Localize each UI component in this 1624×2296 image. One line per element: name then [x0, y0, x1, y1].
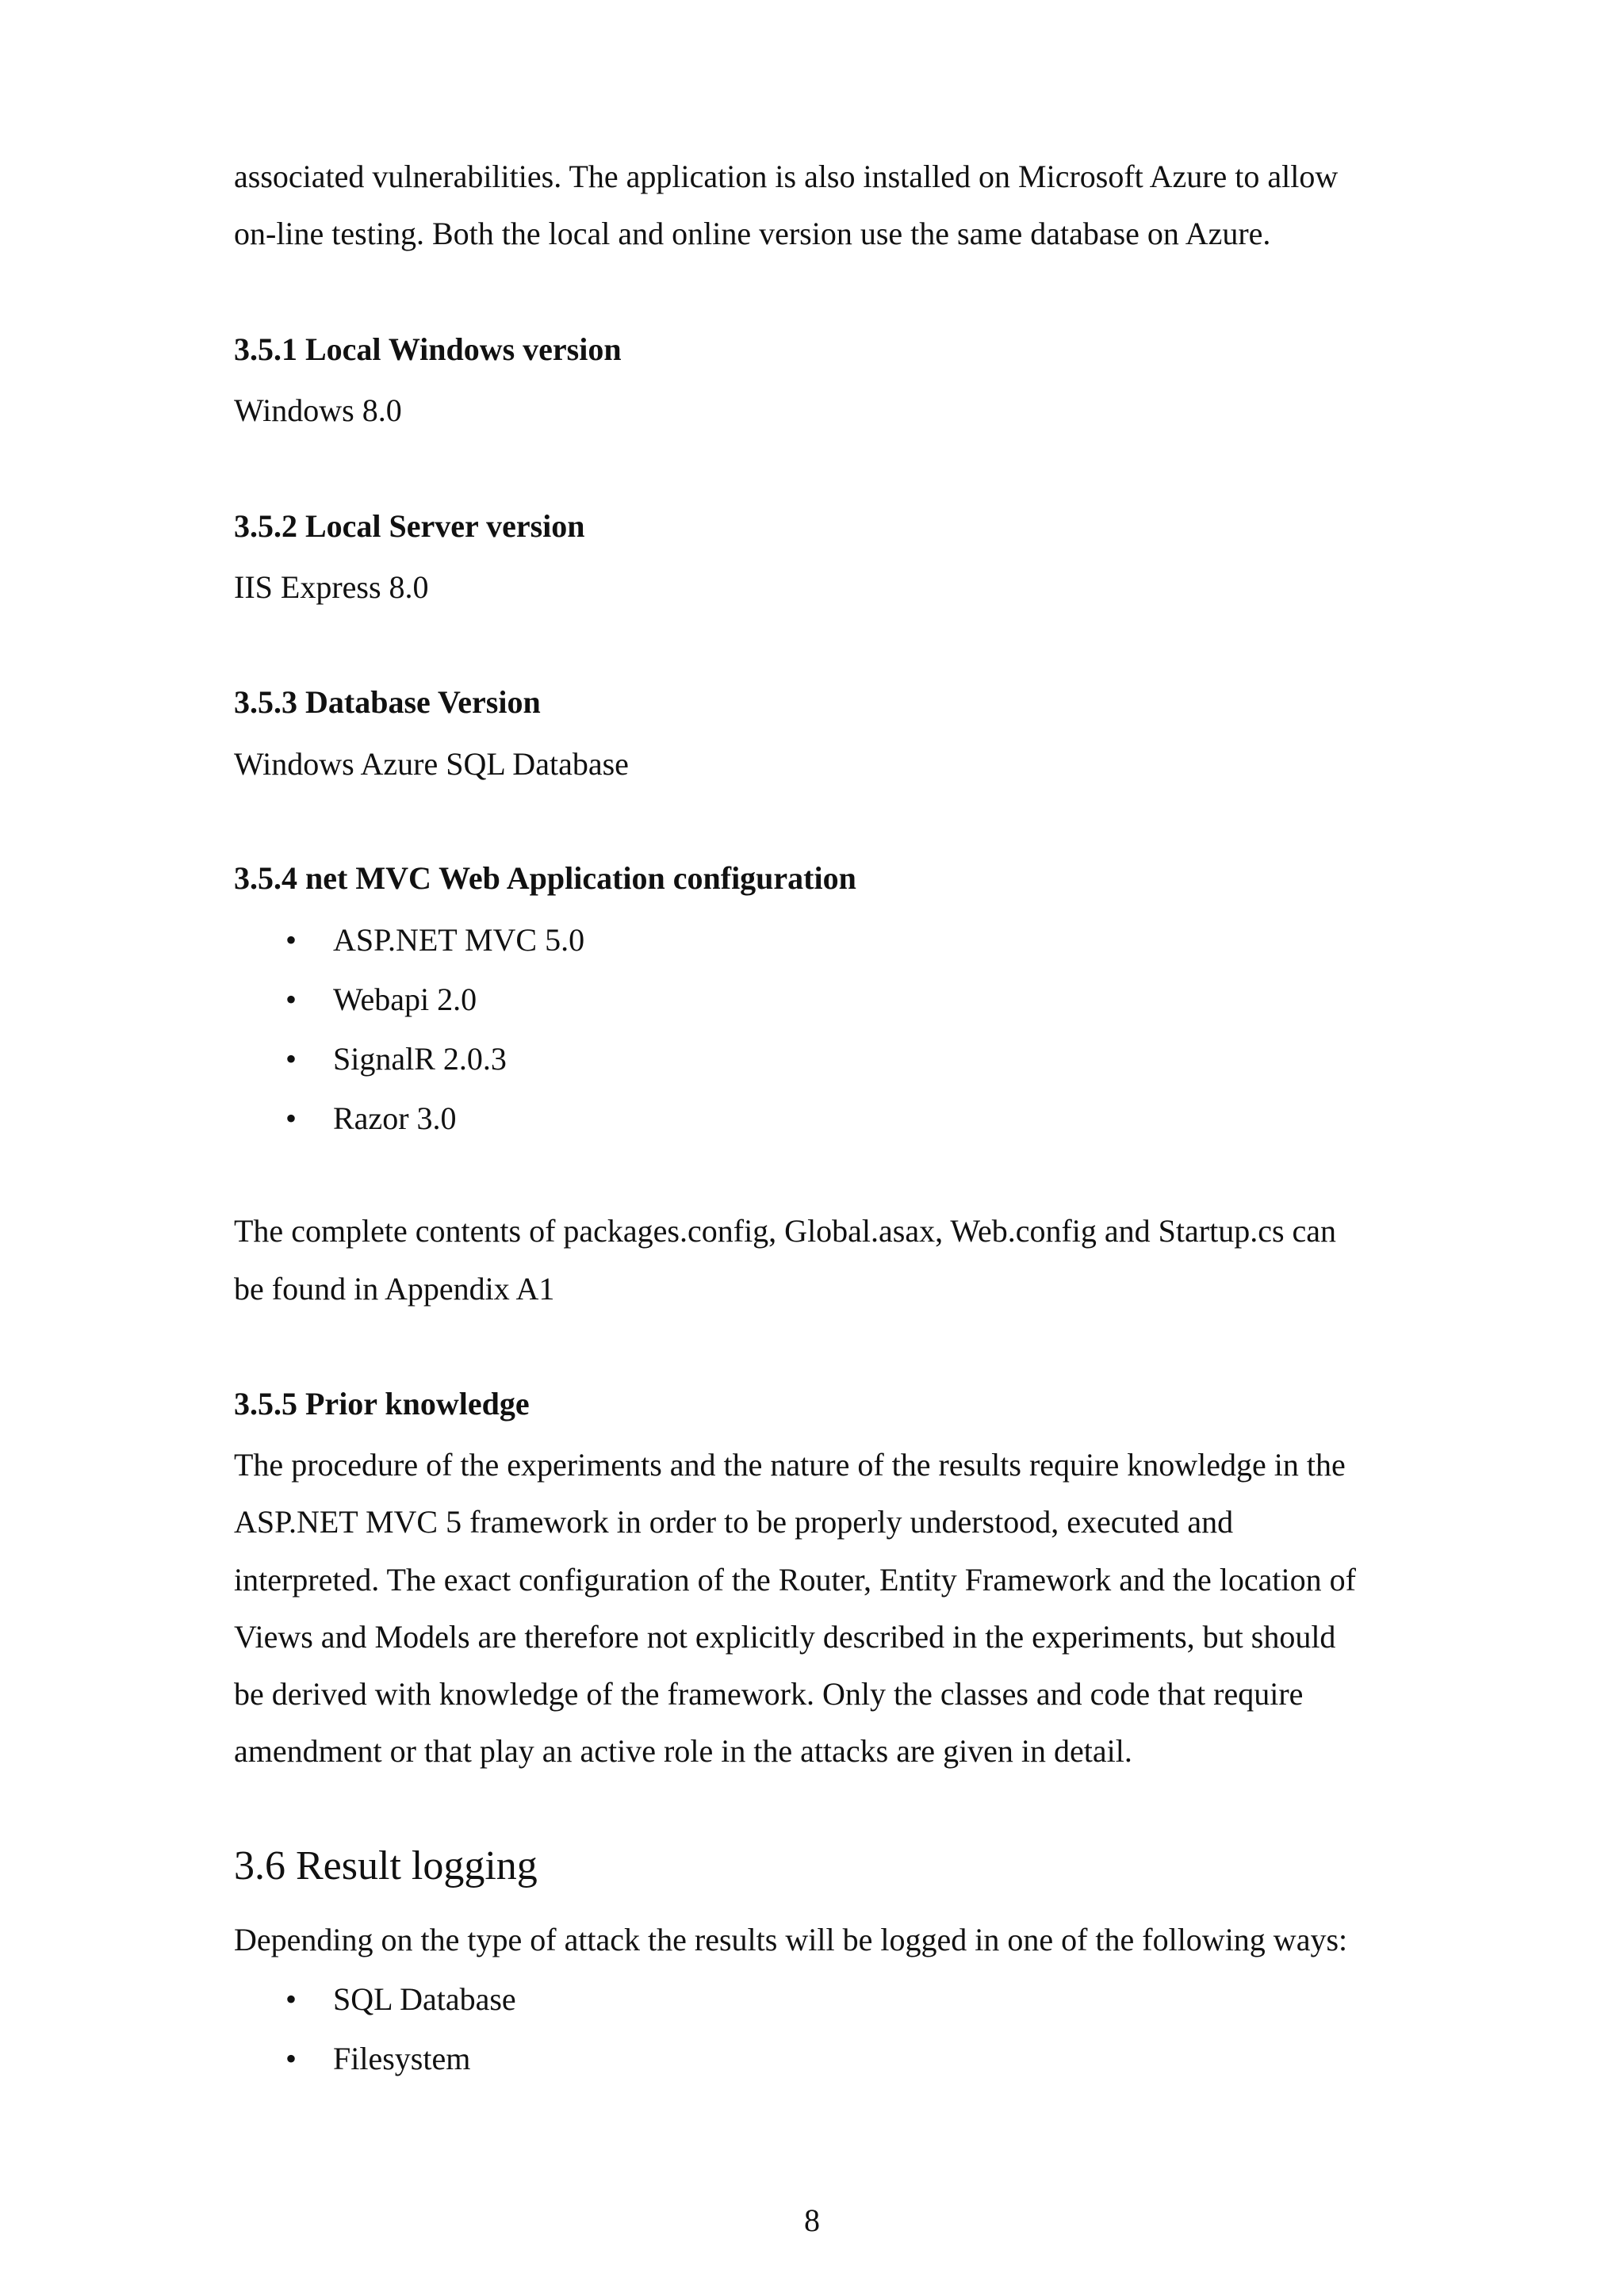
body-3-5-3: Windows Azure SQL Database [234, 746, 629, 782]
note-line-2: be found in Appendix A1 [234, 1271, 555, 1307]
heading-3-5-3: 3.5.3 Database Version [234, 684, 541, 720]
prior-knowledge-line-2: ASP.NET MVC 5 framework in order to be properly understood, executed and [234, 1504, 1234, 1540]
heading-3-6: 3.6 Result logging [234, 1843, 538, 1888]
bullet-icon: • [285, 1041, 297, 1077]
heading-3-5-4: 3.5.4 net MVC Web Application configuration [234, 860, 856, 896]
prior-knowledge-line-3: interpreted. The exact configuration of the Router, Entity Framework and the location of [234, 1562, 1356, 1598]
note-line-1: The complete contents of packages.config, Global.asax, Web.config and Startup.cs can [234, 1213, 1337, 1249]
result-logging-intro: Depending on the type of attack the results will be logged in one of the following ways: [234, 1922, 1348, 1957]
intro-line-2: on-line testing. Both the local and online version use the same database on Azure. [234, 216, 1271, 251]
bullet-icon: • [285, 922, 297, 958]
prior-knowledge-line-6: amendment or that play an active role in the attacks are given in detail. [234, 1733, 1132, 1769]
list-item-text: Webapi 2.0 [333, 982, 477, 1017]
list-item-text: SignalR 2.0.3 [333, 1041, 507, 1077]
bullet-icon: • [285, 1100, 297, 1136]
bullet-icon: • [285, 1981, 297, 2017]
list-item-text: Filesystem [333, 2041, 471, 2076]
prior-knowledge-line-5: be derived with knowledge of the framework. Only the classes and code that require [234, 1676, 1304, 1712]
body-3-5-2: IIS Express 8.0 [234, 569, 429, 605]
heading-3-5-1: 3.5.1 Local Windows version [234, 331, 622, 367]
body-3-5-1: Windows 8.0 [234, 392, 402, 428]
bullet-icon: • [285, 982, 297, 1017]
prior-knowledge-line-4: Views and Models are therefore not explicitly described in the experiments, but should [234, 1619, 1336, 1655]
page-number: 8 [804, 2202, 820, 2238]
intro-line-1: associated vulnerabilities. The application is also installed on Microsoft Azure to allow [234, 159, 1339, 194]
heading-3-5-5: 3.5.5 Prior knowledge [234, 1386, 530, 1422]
bullet-icon: • [285, 2041, 297, 2076]
list-item-text: Razor 3.0 [333, 1100, 457, 1136]
list-item-text: SQL Database [333, 1981, 516, 2017]
prior-knowledge-line-1: The procedure of the experiments and the nature of the results require knowledge in the [234, 1447, 1346, 1483]
heading-3-5-2: 3.5.2 Local Server version [234, 508, 585, 544]
list-item-text: ASP.NET MVC 5.0 [333, 922, 585, 958]
